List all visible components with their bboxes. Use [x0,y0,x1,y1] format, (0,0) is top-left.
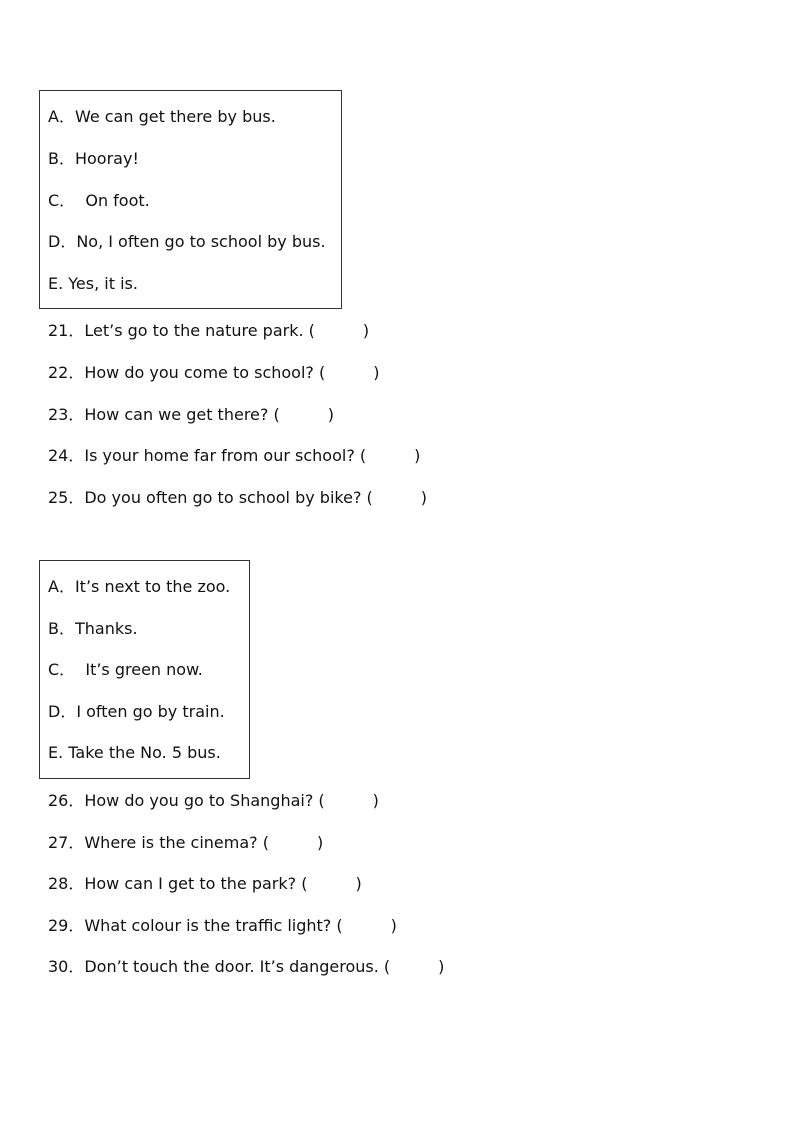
close-paren: ) [355,874,362,893]
question-24-text: 24．Is your home far from our school? ( [48,446,367,465]
option-d-1: D．No, I often go to school by bus. [48,232,326,251]
close-paren: ) [414,446,421,465]
close-paren: ) [420,488,428,507]
option-c-1: C． On foot. [48,191,150,210]
question-27 [48,833,323,853]
option-c-2: C． It’s green now. [48,660,203,679]
question-21-text: 21．Let’s go to the nature park. ( [48,321,315,340]
question-21 [48,321,369,341]
close-paren: ) [372,791,379,810]
question-22 [48,363,380,383]
question-25 [48,488,427,508]
question-30-text: 30．Don’t touch the door. It’s dangerous. ( [48,957,391,976]
close-paren: ) [373,363,380,382]
close-paren: ) [316,833,324,852]
question-30 [48,957,444,977]
option-e-1: E. Yes, it is. [48,274,138,293]
option-b-2: B．Thanks. [48,619,138,638]
close-paren: ) [362,321,370,340]
option-b-1: B．Hooray! [48,149,139,168]
question-27-text: 27．Where is the cinema? ( [48,833,269,852]
close-paren: ) [390,916,397,935]
option-a-2: A．It’s next to the zoo. [48,577,231,596]
close-paren: ) [327,405,334,424]
question-28-text: 28．How can I get to the park? ( [48,874,308,893]
question-26-text: 26．How do you go to Shanghai? ( [48,791,325,810]
question-22-text: 22．How do you come to school? ( [48,363,326,382]
question-29 [48,916,397,936]
question-23-text: 23．How can we get there? ( [48,405,280,424]
question-25-text: 25．Do you often go to school by bike? ( [48,488,373,507]
close-paren: ) [438,957,445,976]
question-24 [48,446,420,466]
question-28 [48,874,362,894]
option-a-1: A．We can get there by bus. [48,107,276,126]
question-29-text: 29．What colour is the traffic light? ( [48,916,343,935]
question-23 [48,405,334,425]
option-e-2: E. Take the No. 5 bus. [48,743,221,762]
option-d-2: D．I often go by train. [48,702,225,721]
question-26 [48,791,379,811]
